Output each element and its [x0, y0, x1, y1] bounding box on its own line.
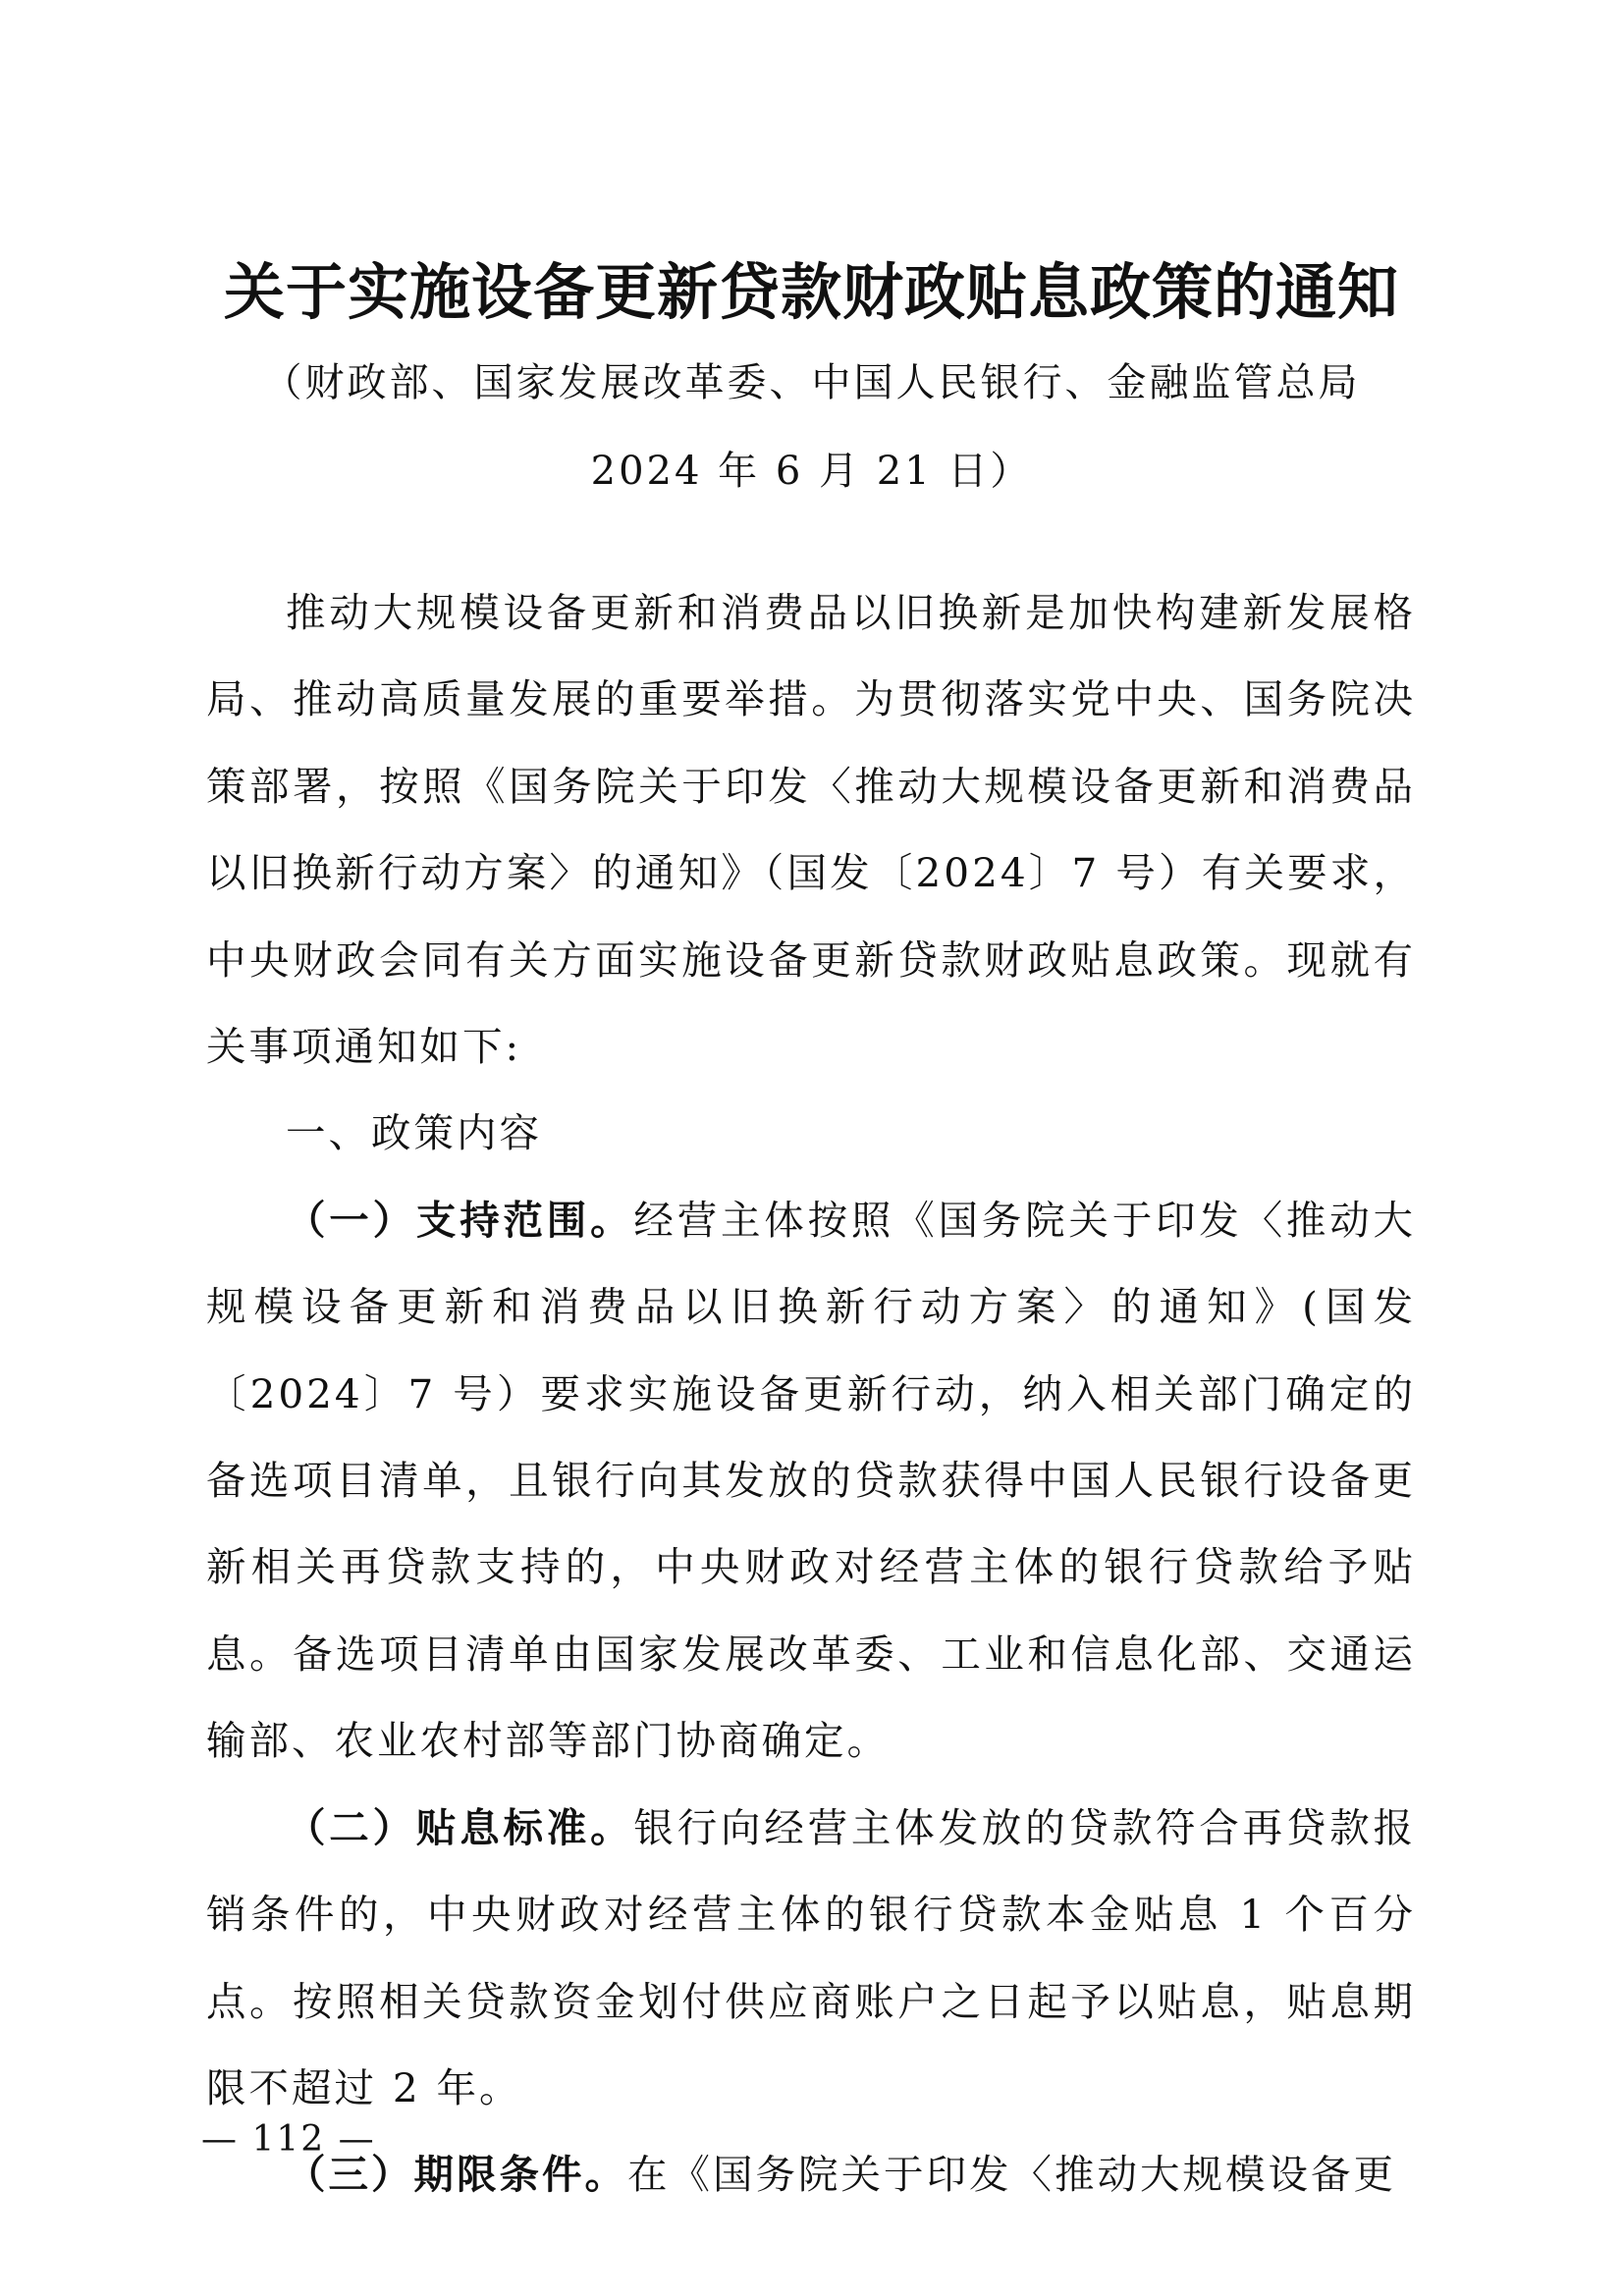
- issuing-authorities-and-date: [177, 339, 1446, 515]
- item-support-scope-label: （一）支持范围。: [286, 1196, 634, 1244]
- item-term-conditions-text: 在《国务院关于印发〈推动大规模设备更: [627, 2151, 1396, 2199]
- document-title: 关于实施设备更新贷款财政贴息政策的通知: [223, 256, 1399, 328]
- item-support-scope: [206, 1177, 1416, 1785]
- item-subsidy-standard-label: （二）贴息标准。: [286, 1803, 634, 1851]
- page-number: — 112 —: [201, 2119, 376, 2160]
- issuing-authorities: （财政部、国家发展改革委、中国人民银行、金融监管总局: [262, 360, 1361, 405]
- item-subsidy-standard: [206, 1785, 1416, 2132]
- item-term-conditions: [206, 2131, 1416, 2217]
- issue-date: 2024 年 6 月 21 日）: [590, 449, 1033, 494]
- item-support-scope-text: 经营主体按照《国务院关于印发〈推动大规模设备更新和消费品以旧换新行动方案〉的通知》(国发〔2024〕7 号）要求实施设备更新行动，纳入相关部门确定的备选项目清单，且银行向其发放的贷款获得中国人民银行设备更新相关再贷款支持的，中央财政对经营主体的银行贷款给予贴息。备选项目清单由国家发展改革委、工业和信息化部、交通运输部、农业农村部等部门协商确定。: [206, 1196, 1417, 1765]
- item-term-conditions-label: （三）期限条件。: [286, 2151, 627, 2199]
- intro-paragraph: 推动大规模设备更新和消费品以旧换新是加快构建新发展格局、推动高质量发展的重要举措。为贯彻落实党中央、国务院决策部署，按照《国务院关于印发〈推动大规模设备更新和消费品以旧换新行动方案〉的通知》（国发〔2024〕7 号）有关要求，中央财政会同有关方面实施设备更新贷款财政贴息政策。现就有关事项通知如下:: [206, 589, 1416, 1071]
- item-subsidy-standard-text: 银行向经营主体发放的贷款符合再贷款报销条件的，中央财政对经营主体的银行贷款本金贴息 1 个百分点。按照相关贷款资金划付供应商账户之日起予以贴息，贴息期限不超过 2 年。: [206, 1803, 1417, 2111]
- section-heading-policy-content: 一、政策内容: [286, 1109, 542, 1157]
- document-body: [206, 569, 1416, 2218]
